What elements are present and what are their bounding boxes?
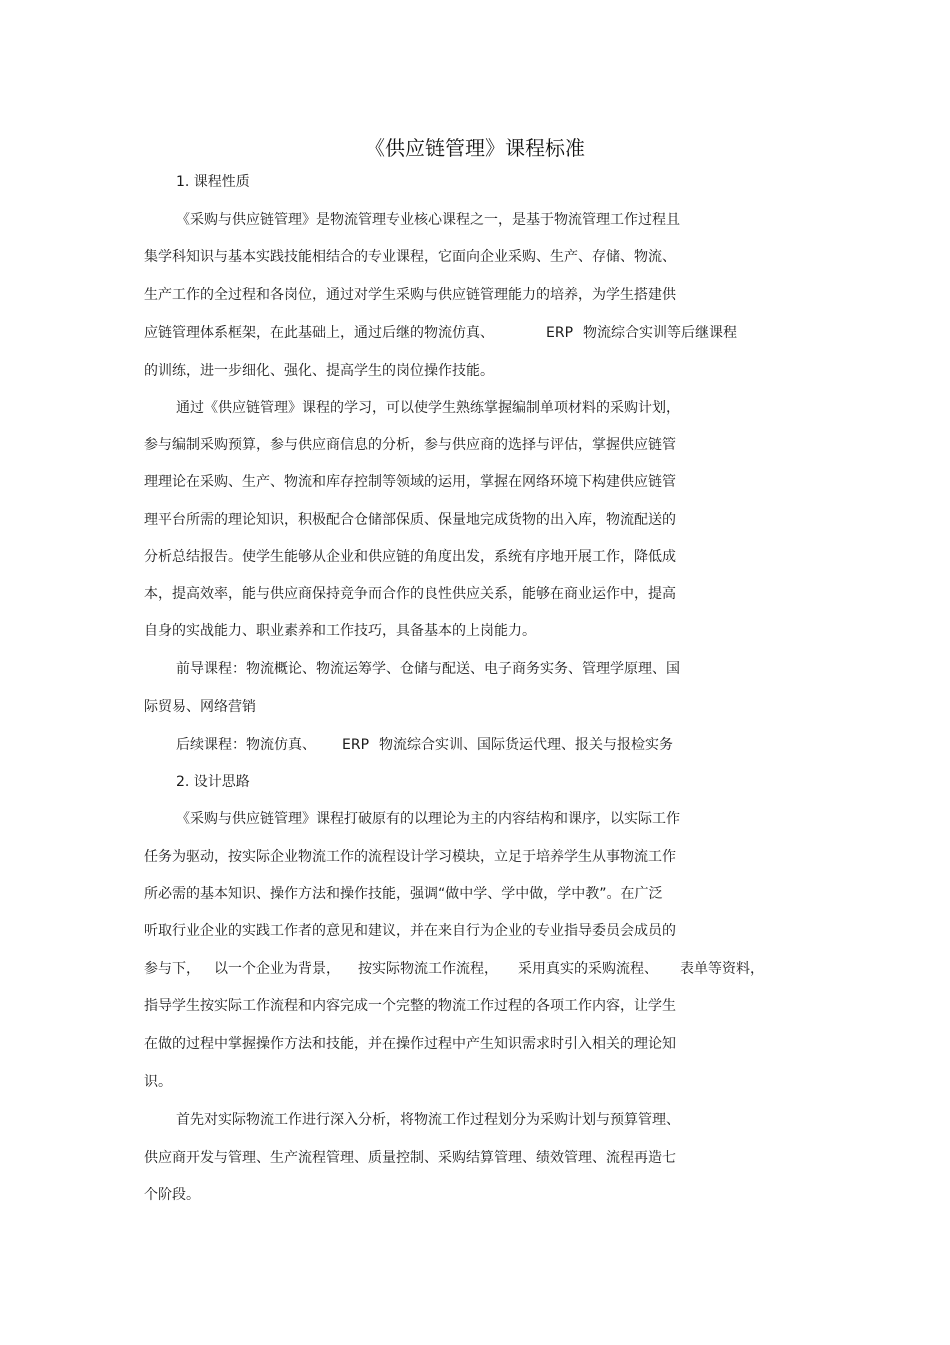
paragraph-text-segment: 按实际物流工作流程，	[358, 961, 498, 977]
prerequisite-courses-continued: 际贸易、网络营销	[144, 699, 256, 715]
paragraph-line: 任务为驱动，按实际企业物流工作的流程设计学习模块，立足于培养学生从事物流工作	[144, 849, 676, 865]
document-title: 《供应链管理》课程标准	[365, 136, 585, 160]
paragraph-line	[144, 959, 764, 979]
section-heading-nature: 1. 课程性质	[176, 174, 250, 190]
followup-courses	[176, 735, 673, 755]
paragraph-line: 个阶段。	[144, 1187, 200, 1203]
paragraph-text-segment: 后续课程：物流仿真、	[176, 737, 316, 753]
paragraph-line: 听取行业企业的实践工作者的意见和建议，并在来自行为企业的专业指导委员会成员的	[144, 923, 676, 939]
paragraph-line: 《采购与供应链管理》课程打破原有的以理论为主的内容结构和课序，以实际工作	[176, 811, 680, 827]
paragraph-line: 指导学生按实际工作流程和内容完成一个完整的物流工作过程的各项工作内容，让学生	[144, 998, 676, 1014]
paragraph-line: 通过《供应链管理》课程的学习，可以使学生熟练掌握编制单项材料的采购计划，	[176, 400, 680, 416]
paragraph-line: 生产工作的全过程和各岗位，通过对学生采购与供应链管理能力的培养，为学生搭建供	[144, 287, 676, 303]
paragraph-text-segment: 物流综合实训等后继课程	[583, 325, 738, 341]
paragraph-line: 参与编制采购预算，参与供应商信息的分析，参与供应商的选择与评估，掌握供应链管	[144, 437, 676, 453]
paragraph-text-segment: 参与下，	[144, 961, 200, 977]
paragraph-line: 供应商开发与管理、生产流程管理、质量控制、采购结算管理、绩效管理、流程再造七	[144, 1150, 676, 1166]
erp-term: ERP	[546, 325, 574, 341]
section-heading-design: 2. 设计思路	[176, 774, 250, 790]
paragraph-text-segment: 以一个企业为背景，	[214, 961, 340, 977]
paragraph-text-segment: 表单等资料，	[680, 961, 764, 977]
paragraph-text-segment: 应链管理体系框架，在此基础上，通过后继的物流仿真、	[144, 325, 494, 341]
paragraph-line: 的训练，进一步细化、强化、提高学生的岗位操作技能。	[144, 363, 494, 379]
paragraph-line: 自身的实战能力、职业素养和工作技巧，具备基本的上岗能力。	[144, 623, 536, 639]
paragraph-text-segment: 物流综合实训、国际货运代理、报关与报检实务	[379, 737, 674, 753]
paragraph-text-segment: 采用真实的采购流程、	[518, 961, 658, 977]
paragraph-line: 在做的过程中掌握操作方法和技能，并在操作过程中产生知识需求时引入相关的理论知	[144, 1036, 676, 1052]
paragraph-line: 集学科知识与基本实践技能相结合的专业课程，它面向企业采购、生产、存储、物流、	[144, 249, 676, 265]
paragraph-line: 理平台所需的理论知识，积极配合仓储部保质、保量地完成货物的出入库，物流配送的	[144, 512, 676, 528]
paragraph-line: 分析总结报告。使学生能够从企业和供应链的角度出发，系统有序地开展工作，降低成	[144, 549, 676, 565]
paragraph-line: 所必需的基本知识、操作方法和操作技能，强调“做中学、学中做，学中教”。在广泛	[144, 886, 663, 902]
paragraph-line: 本，提高效率，能与供应商保持竞争而合作的良性供应关系，能够在商业运作中，提高	[144, 586, 676, 602]
paragraph-line: 理理论在采购、生产、物流和库存控制等领域的运用，掌握在网络环境下构建供应链管	[144, 474, 676, 490]
paragraph-line: 识。	[144, 1074, 172, 1090]
erp-term: ERP	[342, 737, 370, 753]
prerequisite-courses: 前导课程：物流概论、物流运筹学、仓储与配送、电子商务实务、管理学原理、国	[176, 661, 680, 677]
paragraph-line: 首先对实际物流工作进行深入分析，将物流工作过程划分为采购计划与预算管理、	[176, 1112, 680, 1128]
paragraph-line: 《采购与供应链管理》是物流管理专业核心课程之一，是基于物流管理工作过程且	[176, 212, 680, 228]
paragraph-line	[144, 323, 737, 343]
